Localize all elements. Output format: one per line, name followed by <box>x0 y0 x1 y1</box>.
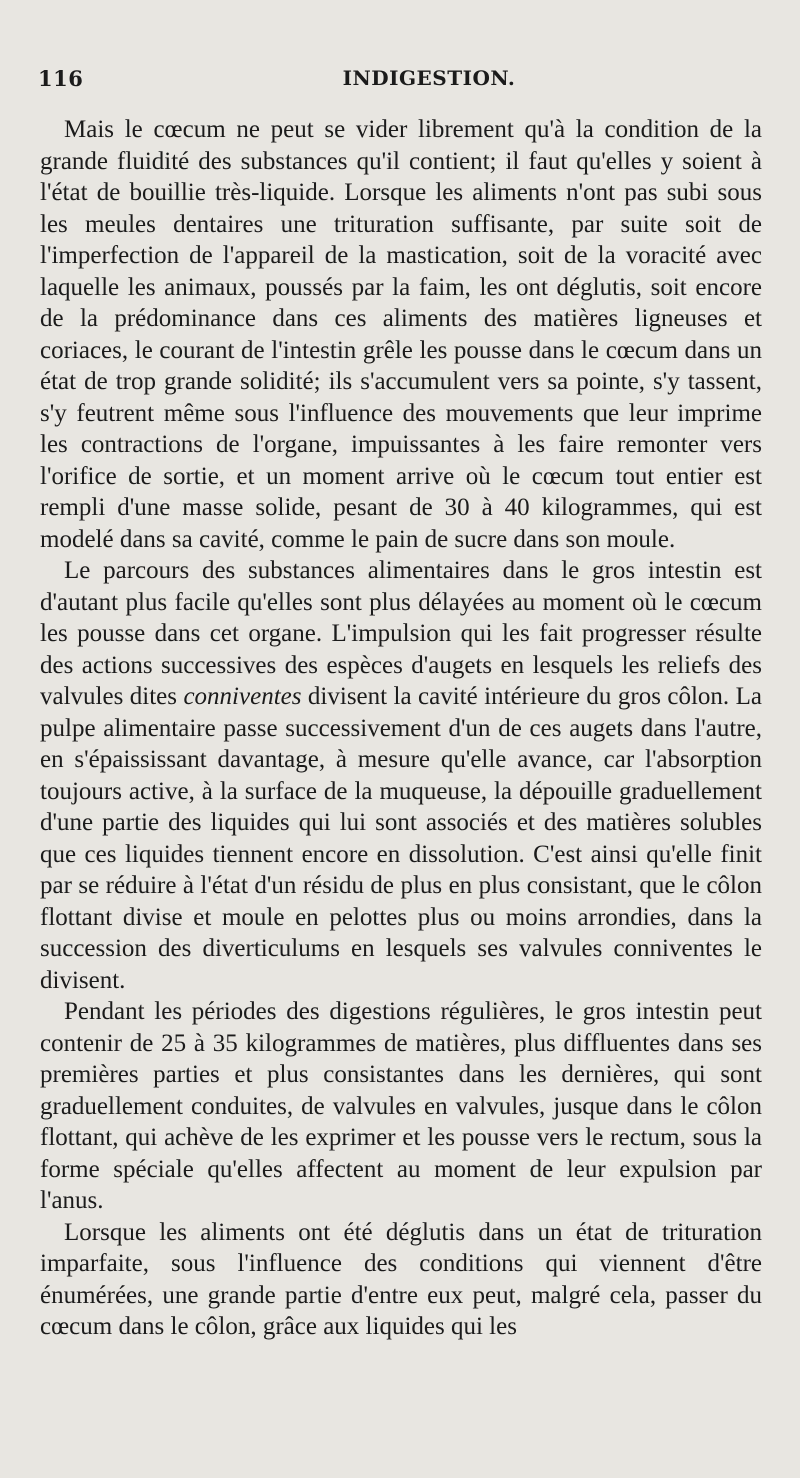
paragraph-4: Lorsque les aliments ont été déglutis dans un état de trituration imparfaite, sous l'influence des conditions qui viennent d'être énumérées, une grande partie d'entre eux peut, malgré cela, passer du cœcum dans le côlon, grâce aux liquides qui les <box>40 1218 762 1340</box>
paragraph-3: Pendant les périodes des digestions régulières, le gros intestin peut contenir de 25 à 35 kilogrammes de matières, plus diffluentes dans ses premières parties et plus consistantes dans les dernières, qui sont graduellement conduites, de valvules en valvules, jusque dans le côlon flottant, qui achève de les exprimer et les pousse vers le rectum, sous la forme spéciale qu'elles affectent au moment de leur expulsion par l'anus. <box>40 998 762 1214</box>
paragraph-2 <box>40 555 762 996</box>
page-body <box>40 114 762 1343</box>
paragraph-2-italic-term: conniventes <box>183 683 302 710</box>
page-number: 116 <box>38 66 84 91</box>
paragraph-2-text-before: Le parcours des substances alimentaires dans le gros intestin est d'autant plus facile qu'elles sont plus délayées au moment où le cœcum les pousse dans cet organe. L'impulsion qui les fait progresser résulte des actions successives des espèces d'augets en lesquels les reliefs des valvules dites <box>40 557 762 710</box>
paragraph-2-text-after: divisent la cavité intérieure du gros côlon. La pulpe alimentaire passe successivement d'un de ces augets dans l'autre, en s'épaississant davantage, à mesure qu'elle avance, car l'absorption toujours active, à la surface de la muqueuse, la dépouille graduellement d'une partie des liquides qui lui sont associés et des matières solubles que ces liquides tiennent encore en dissolution. C'est ainsi qu'elle finit par se réduire à l'état d'un résidu de plus en plus consistant, que le côlon flottant divise et moule en pelottes plus ou moins arrondies, dans la succession des diverticulums en lesquels ses valvules conniventes le divisent. <box>40 683 763 994</box>
running-title: INDIGESTION. <box>342 66 516 90</box>
paragraph-1: Mais le cœcum ne peut se vider librement qu'à la condition de la grande fluidité des substances qu'il contient; il faut qu'elles y soient à l'état de bouillie très-liquide. Lorsque les aliments n'ont pas subi sous les meules dentaires une trituration suffisante, par suite soit de l'imperfection de l'appareil de la mastication, soit de la voracité avec laquelle les animaux, poussés par la faim, les ont déglutis, soit encore de la prédominance dans ces aliments des matières ligneuses et coriaces, le courant de l'intestin grêle les pousse dans le cœcum dans un état de trop grande solidité; ils s'accumulent vers sa pointe, s'y tassent, s'y feutrent même sous l'influence des mouvements que leur imprime les contractions de l'organe, impuissantes à les faire remonter vers l'orifice de sortie, et un moment arrive où le cœcum tout entier est rempli d'une masse solide, pesant de 30 à 40 kilogrammes, qui est modelé dans sa cavité, comme le pain de sucre dans son moule. <box>40 116 762 553</box>
page-header <box>38 66 760 100</box>
